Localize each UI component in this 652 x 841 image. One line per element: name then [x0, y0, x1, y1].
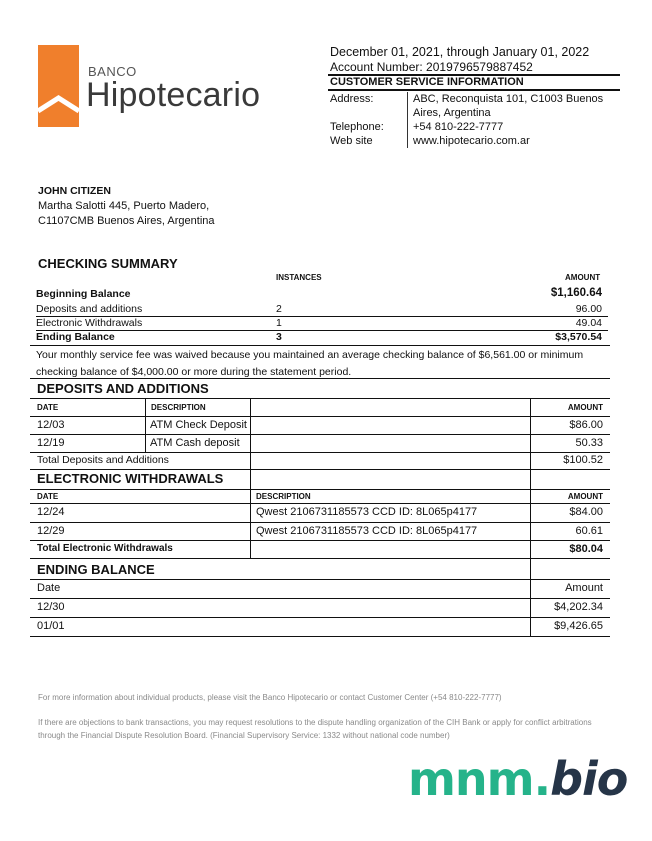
watermark-part1: mnm.: [408, 752, 551, 806]
column-divider: [250, 489, 251, 558]
footer-info: For more information about individual products, please visit the Banco Hipotecario or contact Customer Center (+54 810-222-7777): [38, 693, 502, 702]
divider: [30, 378, 610, 379]
summary-label: Ending Balance: [36, 331, 115, 343]
withdrawals-col-date: DATE: [37, 492, 59, 501]
summary-amount: $1,160.64: [550, 287, 602, 299]
withdrawals-total-amount: $80.04: [569, 543, 603, 555]
bank-logo-mark: [38, 45, 79, 127]
ending-col-amount: Amount: [565, 582, 603, 594]
watermark-part2: bio: [550, 752, 628, 806]
ending-col-date: Date: [37, 582, 61, 594]
column-divider: [145, 398, 146, 452]
col-amount: AMOUNT: [565, 273, 601, 282]
logo-prefix: BANCO: [88, 64, 137, 79]
deposits-col-amount: AMOUNT: [567, 403, 603, 412]
csi-label: Web site: [330, 135, 373, 147]
csi-label: Telephone:: [330, 121, 384, 133]
deposit-amount: $86.00: [569, 419, 603, 431]
summary-instances: 1: [276, 317, 282, 329]
divider: [30, 503, 610, 504]
column-divider: [530, 489, 531, 636]
customer-address-line1: Martha Salotti 445, Puerto Madero,: [38, 200, 210, 212]
deposit-description: ATM Check Deposit: [150, 419, 247, 431]
csi-value: +54 810-222-7777: [407, 120, 620, 134]
withdrawal-description: Qwest 2106731185573 CCD ID: 8L065p4177: [256, 506, 478, 518]
account-number: Account Number: 2019796579887452: [330, 60, 533, 74]
withdrawal-date: 12/29: [37, 525, 65, 537]
ending-date: 12/30: [37, 601, 65, 613]
summary-row-withdrawals: [36, 316, 608, 331]
watermark: [408, 752, 627, 806]
ending-balance-title: ENDING BALANCE: [37, 562, 155, 577]
divider: [30, 522, 610, 523]
divider: [30, 598, 610, 599]
col-instances: INSTANCES: [276, 273, 322, 282]
deposits-total-amount: $100.52: [563, 454, 603, 466]
divider: [30, 540, 610, 541]
divider: [30, 489, 610, 490]
summary-amount: 96.00: [575, 303, 602, 315]
customer-name: JOHN CITIZEN: [38, 185, 111, 197]
withdrawals-title: ELECTRONIC WITHDRAWALS: [37, 471, 224, 486]
csi-row-website: [330, 134, 620, 148]
withdrawal-amount: 60.61: [575, 525, 603, 537]
divider: [30, 434, 610, 435]
deposit-date: 12/03: [37, 419, 65, 431]
csi-value-website[interactable]: www.hipotecario.com.ar: [407, 134, 620, 148]
withdrawals-total-label: Total Electronic Withdrawals: [37, 543, 173, 554]
summary-row-beginning: [36, 287, 608, 302]
statement-period: December 01, 2021, through January 01, 2022: [330, 45, 590, 59]
csi-value: ABC, Reconquista 101, C1003 Buenos Aires, Argentina: [407, 92, 620, 120]
ending-date: 01/01: [37, 620, 65, 632]
column-divider: [530, 398, 531, 490]
deposits-title: DEPOSITS AND ADDITIONS: [37, 381, 209, 396]
customer-service-info: [330, 92, 620, 148]
ending-amount: $9,426.65: [554, 620, 603, 632]
column-divider: [250, 398, 251, 490]
withdrawals-col-amount: AMOUNT: [567, 492, 603, 501]
customer-service-title: CUSTOMER SERVICE INFORMATION: [330, 76, 524, 88]
deposit-amount: 50.33: [575, 437, 603, 449]
withdrawal-amount: $84.00: [569, 506, 603, 518]
deposit-description: ATM Cash deposit: [150, 437, 240, 449]
summary-amount: 49.04: [575, 317, 602, 329]
logo-name: Hipotecario: [86, 76, 261, 114]
customer-block: [38, 184, 215, 229]
withdrawal-date: 12/24: [37, 506, 65, 518]
divider: [30, 398, 610, 399]
divider: [30, 636, 610, 637]
divider: [30, 558, 610, 559]
summary-instances: 3: [276, 331, 282, 343]
divider: [30, 579, 610, 580]
summary-label: Electronic Withdrawals: [36, 317, 143, 329]
ending-amount: $4,202.34: [554, 601, 603, 613]
service-fee-notice: Your monthly service fee was waived because you maintained an average checking balance of $6,561.00 or minimum checking balance of $4,000.00 or more during the statement period.: [36, 349, 584, 378]
divider: [30, 416, 610, 417]
divider: [30, 345, 610, 346]
withdrawal-description: Qwest 2106731185573 CCD ID: 8L065p4177: [256, 525, 478, 537]
footer-disclaimer: If there are objections to bank transactions, you may request resolutions to the dispute handling organization of the CIH Bank or apply for conflict arbitrations through the Financial Dispute Resolution Board. (Financial Supervisory Service: 1332 without national code number): [38, 718, 592, 740]
deposit-date: 12/19: [37, 437, 65, 449]
deposits-col-description: DESCRIPTION: [151, 403, 206, 412]
checking-summary-table: [36, 287, 608, 345]
customer-address-line2: C1107CMB Buenos Aires, Argentina: [38, 215, 215, 227]
withdrawals-col-description: DESCRIPTION: [256, 492, 311, 501]
deposits-total-label: Total Deposits and Additions: [37, 454, 169, 466]
summary-row-deposits: [36, 302, 608, 317]
csi-label: Address:: [330, 93, 374, 105]
summary-label: Beginning Balance: [36, 288, 131, 300]
divider: [30, 469, 610, 470]
divider: [328, 89, 620, 91]
csi-row-address: [330, 92, 620, 120]
checking-summary-title: CHECKING SUMMARY: [38, 256, 178, 271]
summary-row-ending: [36, 330, 608, 345]
divider: [30, 452, 610, 453]
summary-instances: 2: [276, 303, 282, 315]
deposits-col-date: DATE: [37, 403, 59, 412]
summary-label: Deposits and additions: [36, 303, 143, 315]
csi-row-telephone: [330, 120, 620, 134]
divider: [30, 617, 610, 618]
summary-amount: $3,570.54: [555, 331, 602, 343]
house-roof-icon: [38, 45, 79, 127]
